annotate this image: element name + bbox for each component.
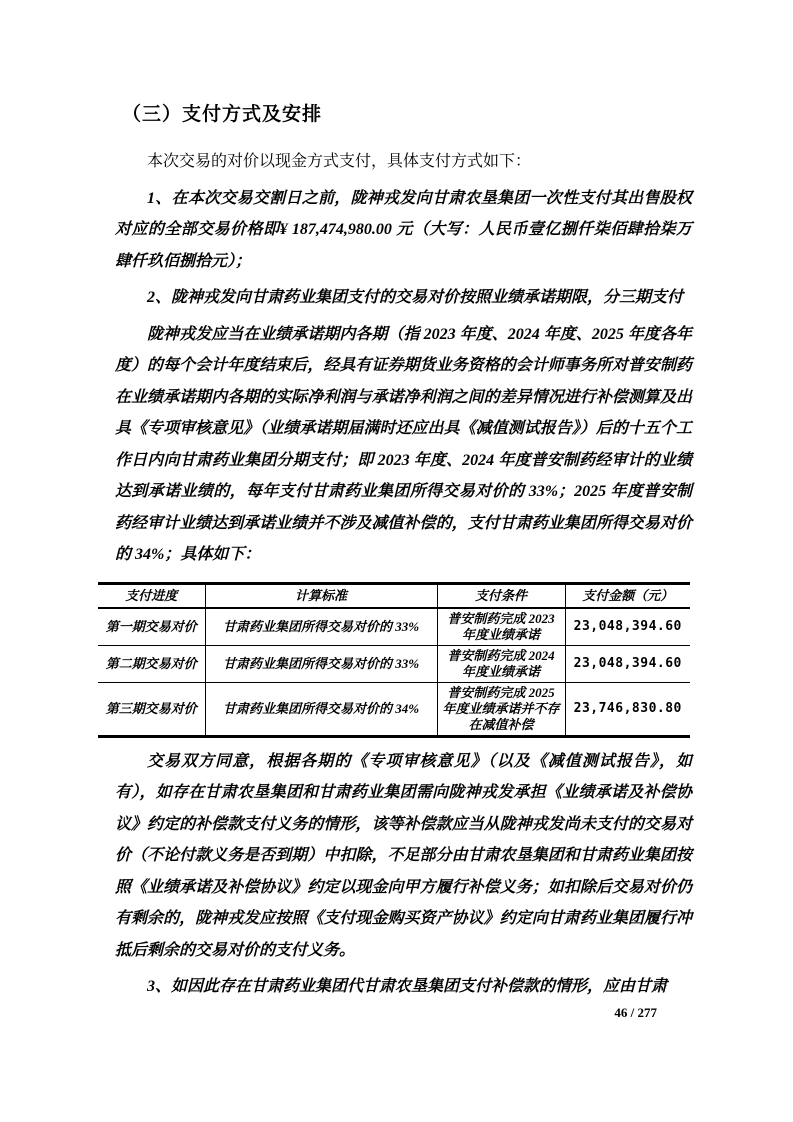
paragraph-compensation-offset: 交易双方同意，根据各期的《专项审核意见》（以及《减值测试报告》，如有），如存在甘肃农垦集团和甘肃药业集团需向陇神戎发承担《业绩承诺及补偿协议》约定的补偿款支付义务的情形，该等补偿款应当从陇神戎发尚未支付的交易对价（不论付款义务是否到期）中扣除，不足部分由甘肃农垦集团和甘肃药业集团按照《业绩承诺及补偿协议》约定以现金向甲方履行补偿义务；如扣除后交易对价仍有剩余的，陇神戎发应按照《支付现金购买资产协议》约定向甘肃药业集团履行冲抵后剩余的交易对价的支付义务。: [115, 752, 692, 959]
table-row: [98, 682, 690, 736]
paragraph-performance-commitment: 陇神戎发应当在业绩承诺期内各期（指 2023 年度、2024 年度、2025 年度各年度）的每个会计年度结束后，经具有证券期货业务资格的会计师事务所对普安制药在业绩承诺期内各期的实际净利润与承诺净利润之间的差异情况进行补偿测算及出具《专项审核意见》（业绩承诺期届满时还应出具《减值测试报告》）后的十五个工作日内向甘肃药业集团分期支付；即 2023 年度、2024 年度普安制药经审计的业绩达到承诺业绩的，每年支付甘肃药业集团所得交易对价的 33%；2025 年度普安制药经审计业绩达到承诺业绩并不涉及减值补偿的，支付甘肃药业集团所得交易对价的 34%；具体如下：: [115, 325, 692, 563]
intro-paragraph: 本次交易的对价以现金方式支付，具体支付方式如下：: [147, 153, 532, 170]
payment-schedule-table: [98, 582, 690, 738]
payment-schedule-table-wrap: [98, 582, 692, 738]
cell-amount: 23,048,394.60: [565, 608, 690, 646]
header-calc-standard: 计算标准: [205, 583, 437, 608]
header-payment-condition: 支付条件: [437, 583, 565, 608]
cell-condition: 普安制药完成 2025 年度业绩承诺并不存在减值补偿: [437, 682, 565, 736]
header-payment-stage: 支付进度: [98, 583, 205, 608]
cell-condition: 普安制药完成 2024 年度业绩承诺: [437, 645, 565, 682]
cell-amount: 23,746,830.80: [565, 682, 690, 736]
cell-stage: 第三期交易对价: [98, 682, 205, 736]
table-row: [98, 645, 690, 682]
document-content: [105, 103, 692, 1020]
cell-standard: 甘肃药业集团所得交易对价的 33%: [205, 608, 437, 646]
section-heading: （三）支付方式及安排: [122, 104, 323, 125]
cell-standard: 甘肃药业集团所得交易对价的 34%: [205, 682, 437, 736]
cell-stage: 第一期交易对价: [98, 608, 205, 646]
table-row: [98, 608, 690, 646]
cell-condition: 普安制药完成 2023 年度业绩承诺: [437, 608, 565, 646]
cell-stage: 第二期交易对价: [98, 645, 205, 682]
header-payment-amount: 支付金额（元）: [565, 583, 690, 608]
paragraph-item-3: 3、如因此存在甘肃药业集团代甘肃农垦集团支付补偿款的情形，应由甘肃: [147, 978, 668, 995]
table-header-row: [98, 583, 690, 608]
paragraph-item-1: 1、在本次交易交割日之前，陇神戎发向甘肃农垦集团一次性支付其出售股权对应的全部交易价格即¥ 187,474,980.00 元（大写：人民币壹亿捌仟柒佰肆拾柒万肆仟玖佰捌拾元）；: [115, 189, 692, 270]
cell-amount: 23,048,394.60: [565, 645, 690, 682]
paragraph-item-2: 2、陇神戎发向甘肃药业集团支付的交易对价按照业绩承诺期限，分三期支付: [147, 289, 684, 306]
page-number: 46 / 277: [614, 1004, 657, 1020]
cell-standard: 甘肃药业集团所得交易对价的 33%: [205, 645, 437, 682]
